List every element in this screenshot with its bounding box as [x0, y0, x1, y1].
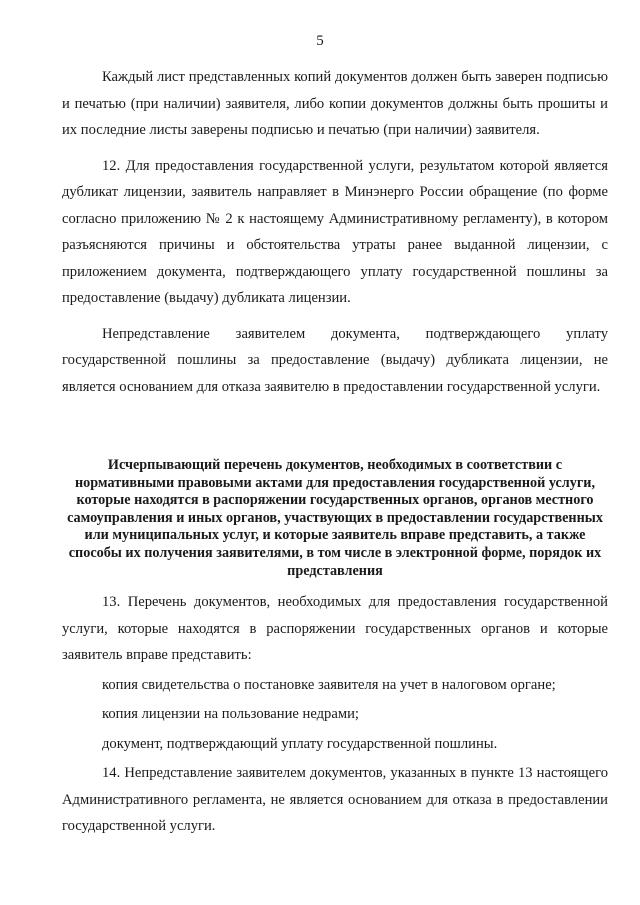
paragraph-certification: Каждый лист представленных копий документов должен быть заверен подписью и печатью (при наличии) заявителя, либо копии документов должны быть прошиты и их последние листы заверены подписью и печатью (при наличии) заявителя. — [62, 69, 608, 138]
paragraph-14: 14. Непредставление заявителем документов, указанных в пункте 13 настоящего Административного регламента, не является основанием для отказа в предоставлении государственной услуги. — [62, 765, 608, 834]
page-number: 5 — [316, 33, 324, 49]
body-text-bottom — [62, 589, 608, 843]
paragraph-13: 13. Перечень документов, необходимых для предоставления государственной услуги, которые находятся в распоряжении государственных органов и которые заявитель вправе представить: — [62, 594, 608, 663]
list-item: копия лицензии на пользование недрами; — [102, 706, 359, 722]
section-heading: Исчерпывающий перечень документов, необходимых в соответствии с нормативными правовыми актами для предоставления государственной услуги, которые находятся в распоряжении государственных органов, органов местного самоуправления и иных органов, участвующих в предоставлении государственных или муниципальных услуг, и которые заявитель вправе представить, а также способы их получения заявителями, в том числе в электронной форме, порядок их представления — [67, 457, 603, 579]
paragraph-12: 12. Для предоставления государственной услуги, результатом которой является дубликат лицензии, заявитель направляет в Минэнерго России обращение (по форме согласно приложению № 2 к настоящему Административному регламенту), в котором разъясняются причины и обстоятельства утраты ранее выданной лицензии, с приложением документа, подтверждающего уплату государственной пошлины за предоставление (выдачу) дубликата лицензии. — [62, 157, 608, 306]
list-item: документ, подтверждающий уплату государственной пошлины. — [102, 735, 498, 752]
list-item: копия свидетельства о постановке заявителя на учет в налоговом органе; — [102, 676, 556, 693]
paragraph-non-submission: Непредставление заявителем документа, подтверждающего уплату государственной пошлины за предоставление (выдачу) дубликата лицензии, не является основанием для отказа заявителю в предоставлении государственной услуги. — [62, 325, 608, 395]
body-text-top — [62, 64, 608, 409]
